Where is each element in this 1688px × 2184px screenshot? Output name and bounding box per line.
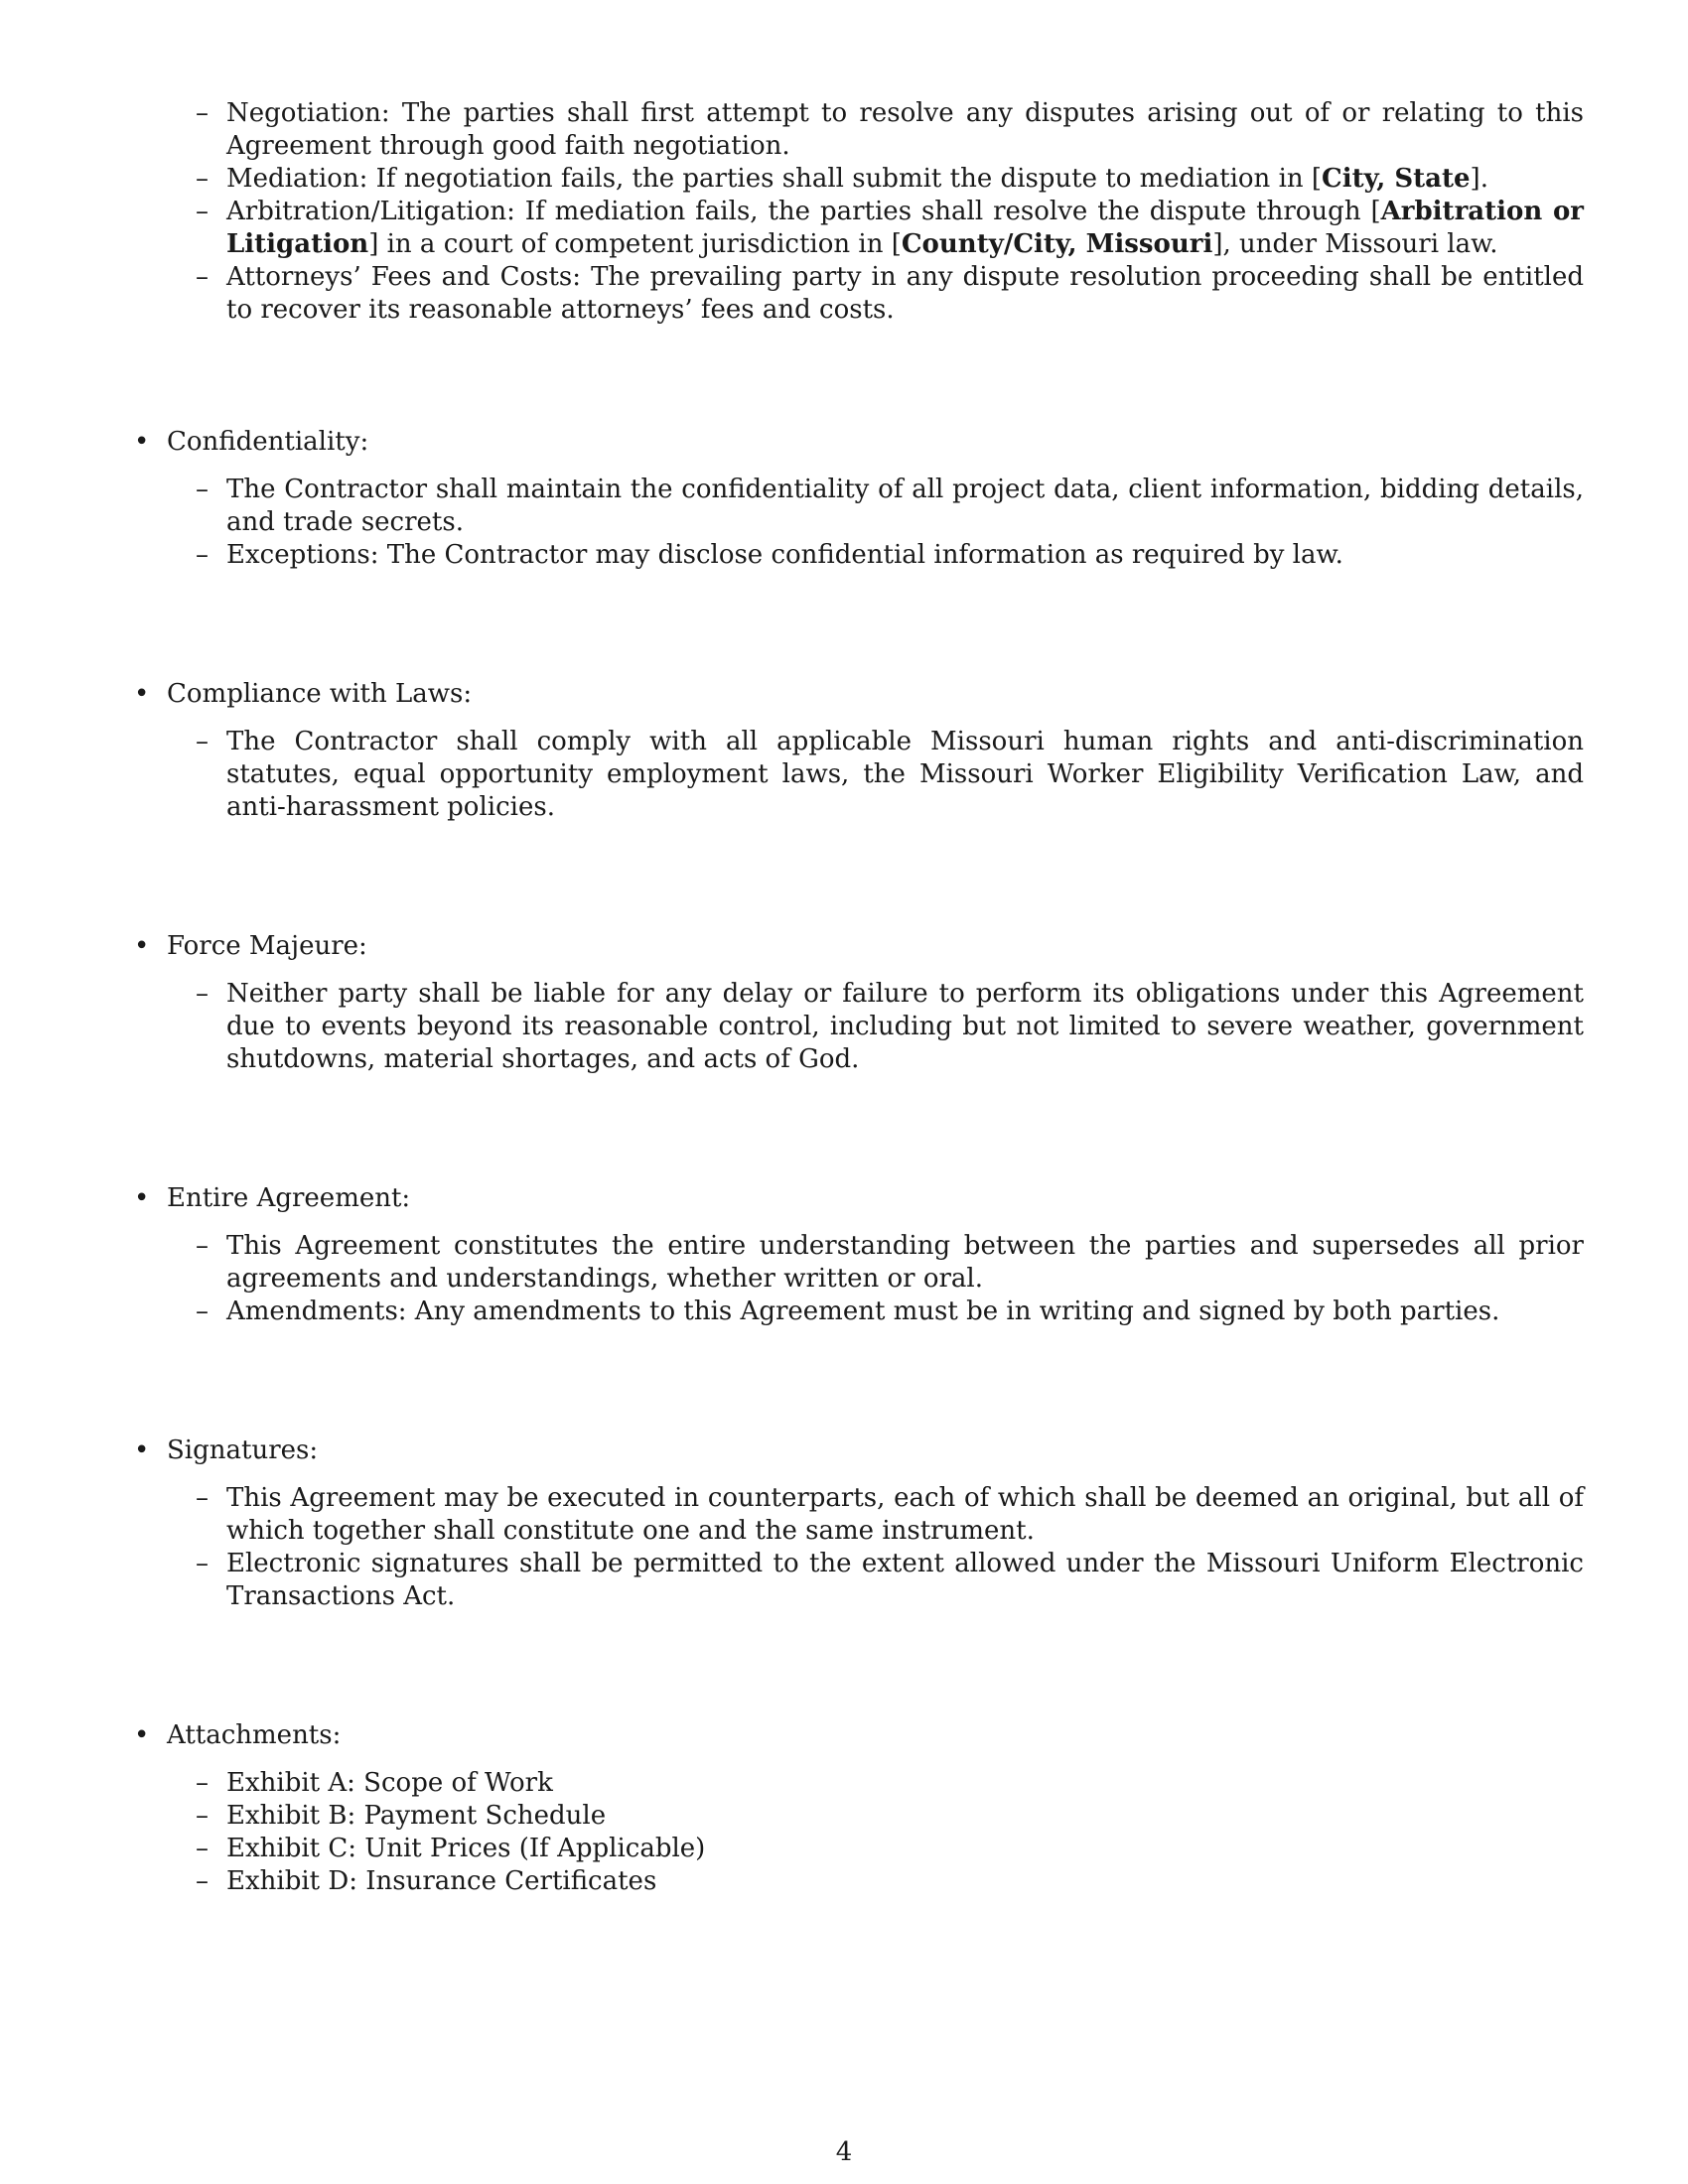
item-text: Neither party shall be liable for any delay or failure to perform its obligations under this Agreement due to events beyond its reasonable control, including but not limited to severe weather, government shutdowns, material shortages, and acts of God.: [226, 979, 1584, 1074]
list-item-arbitration: [134, 196, 1584, 261]
item-text: Negotiation: The parties shall first attempt to resolve any disputes arising out of or relating to this Agreement through good faith negotiation.: [226, 98, 1584, 161]
section-heading: Entire Agreement:: [167, 1183, 411, 1213]
dash-marker: –: [196, 1866, 209, 1896]
bullet-marker: •: [134, 1435, 150, 1465]
dash-marker: –: [196, 1483, 209, 1513]
list-item-mediation: [134, 163, 1584, 196]
section-items: [134, 1482, 1584, 1613]
section-items: [134, 978, 1584, 1076]
dash-marker: –: [196, 1297, 209, 1326]
dash-marker: –: [196, 262, 209, 292]
list-item: [134, 474, 1584, 539]
dash-marker: –: [196, 1231, 209, 1261]
page-number: 4: [835, 2137, 853, 2167]
section-heading: Compliance with Laws:: [167, 679, 473, 709]
section-entire-agreement: [134, 1182, 1584, 1434]
section-items: [134, 474, 1584, 572]
item-text-pre: Mediation: If negotiation fails, the parties shall submit the dispute to mediation in [: [226, 164, 1323, 194]
list-item: [134, 539, 1584, 572]
item-text: Exceptions: The Contractor may disclose confidential information as required by law.: [226, 540, 1343, 570]
list-item-attorneys-fees: [134, 261, 1584, 327]
item-text: Amendments: Any amendments to this Agreement must be in writing and signed by both parties.: [226, 1297, 1500, 1326]
section-items: [134, 726, 1584, 824]
section-heading: Signatures:: [167, 1435, 319, 1465]
item-text: Exhibit A: Scope of Work: [226, 1768, 553, 1798]
item-text: Attorneys’ Fees and Costs: The prevailing party in any dispute resolution proceeding shall be entitled to recover its reasonable attorneys’ fees and costs.: [226, 262, 1584, 325]
dash-marker: –: [196, 1834, 209, 1863]
section-heading: Force Majeure:: [167, 931, 367, 961]
list-item: [134, 1296, 1584, 1328]
list-item: [134, 1230, 1584, 1296]
item-text: The Contractor shall maintain the confidentiality of all project data, client information, bidding details, and trade secrets.: [226, 475, 1584, 537]
item-text: Exhibit C: Unit Prices (If Applicable): [226, 1834, 706, 1863]
dash-marker: –: [196, 164, 209, 194]
section-attachments: [134, 1719, 1584, 1898]
dash-marker: –: [196, 1801, 209, 1831]
bullet-marker: •: [134, 1183, 150, 1213]
placeholder-city-state: City, State: [1322, 164, 1471, 194]
dash-marker: –: [196, 1768, 209, 1798]
list-item: [134, 1482, 1584, 1548]
bullet-marker: •: [134, 931, 150, 961]
item-text: Electronic signatures shall be permitted to the extent allowed under the Missouri Uniform Electronic Transactions Act.: [226, 1549, 1584, 1611]
section-heading: Confidentiality:: [167, 427, 369, 457]
dash-marker: –: [196, 1549, 209, 1578]
section-list: [134, 426, 1584, 1898]
section-signatures: [134, 1434, 1584, 1719]
placeholder-arbitration-litigation: Arbitration or Litigation: [226, 197, 1584, 259]
section-compliance: [134, 678, 1584, 930]
item-text: The Contractor shall comply with all applicable Missouri human rights and anti-discrimination statutes, equal opportunity employment laws, the Missouri Worker Eligibility Verification Law, and anti-harassment policies.: [226, 727, 1584, 822]
dash-marker: –: [196, 475, 209, 504]
list-item: [134, 1833, 1584, 1865]
section-force-majeure: [134, 930, 1584, 1182]
item-text-post: ].: [1470, 164, 1488, 194]
section-heading: Attachments:: [167, 1720, 342, 1750]
list-item: [134, 1767, 1584, 1800]
list-item: [134, 978, 1584, 1076]
dash-marker: –: [196, 197, 209, 226]
dash-marker: –: [196, 98, 209, 128]
list-item: [134, 1548, 1584, 1613]
section-items: [134, 1767, 1584, 1898]
item-text: This Agreement constitutes the entire understanding between the parties and supersedes all prior agreements and understandings, whether written or oral.: [226, 1231, 1584, 1294]
list-item-negotiation: [134, 97, 1584, 163]
dash-marker: –: [196, 540, 209, 570]
document-body: [134, 97, 1584, 1898]
dash-marker: –: [196, 979, 209, 1009]
list-item: [134, 726, 1584, 824]
item-text: Exhibit D: Insurance Certificates: [226, 1866, 657, 1896]
item-text-pre: Arbitration/Litigation: If mediation fails, the parties shall resolve the dispute through [: [226, 197, 1381, 226]
dispute-resolution-list: [134, 97, 1584, 327]
section-confidentiality: [134, 426, 1584, 678]
section-items: [134, 1230, 1584, 1328]
bullet-marker: •: [134, 679, 150, 709]
item-text-mid: ] in a court of competent jurisdiction in [: [368, 229, 902, 259]
item-text: This Agreement may be executed in counterparts, each of which shall be deemed an original, but all of which together shall constitute one and the same instrument.: [226, 1483, 1584, 1546]
item-text-post: ], under Missouri law.: [1212, 229, 1498, 259]
list-item: [134, 1800, 1584, 1833]
bullet-marker: •: [134, 427, 150, 457]
bullet-marker: •: [134, 1720, 150, 1750]
item-text: Exhibit B: Payment Schedule: [226, 1801, 607, 1831]
placeholder-county-city: County/City, Missouri: [901, 229, 1213, 259]
dash-marker: –: [196, 727, 209, 756]
list-item: [134, 1865, 1584, 1898]
